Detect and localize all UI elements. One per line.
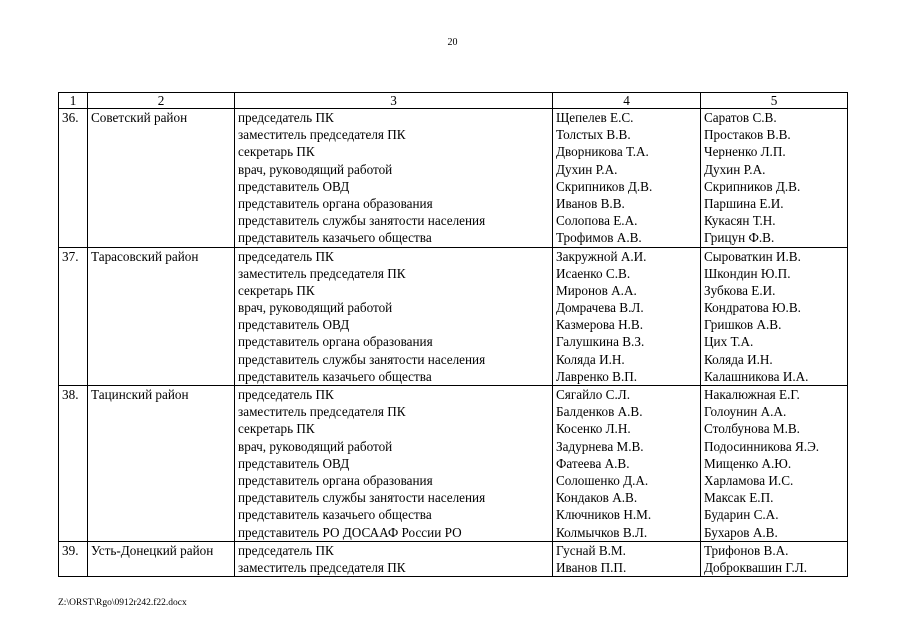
table-header-row [59,93,848,109]
file-path-footer: Z:\ORST\Rgo\0912r242.f22.docx [58,598,187,608]
column-header: 3 [235,93,553,109]
page-number: 20 [447,37,458,48]
position-line: заместитель председателя ПК [238,404,406,420]
reserve-name: Паршина Е.И. [704,195,784,211]
reserve-name: Столбунова М.В. [704,421,800,437]
reserve-name: Зубкова Е.И. [704,282,776,298]
reserve-name: Сыроваткин И.В. [704,248,801,264]
row-number: 37. [59,247,88,386]
position-line: представитель РО ДОСААФ России РО [238,524,462,540]
reserve-name: Доброквашин Г.Л. [704,559,808,575]
column-header: 5 [701,93,848,109]
member-cell [553,386,701,542]
member-name: Косенко Л.Н. [556,421,631,437]
reserve-cell [701,109,848,248]
position-line: председатель ПК [238,387,334,402]
position-line: представитель казачьего общества [238,230,432,246]
position-line: врач, руководящий работой [238,300,393,316]
reserve-name: Калашникова И.А. [704,368,809,384]
member-name: Иванов П.П. [556,559,627,575]
position-line: представитель ОВД [238,455,350,471]
position-line: представитель органа образования [238,195,433,211]
member-name: Толстых В.В. [556,127,631,143]
member-name: Фатеева А.В. [556,455,630,471]
position-line: председатель ПК [238,542,334,558]
member-name: Скрипников Д.В. [556,178,653,194]
position-line: председатель ПК [238,110,334,125]
member-name: Миронов А.А. [556,282,637,298]
reserve-name: Мищенко А.Ю. [704,455,792,471]
reserve-name: Трифонов В.А. [704,542,789,558]
position-line: секретарь ПК [238,144,315,160]
position-line: представитель казачьего общества [238,368,432,384]
member-name: Сягайло С.Л. [556,387,630,402]
reserve-name: Цих Т.А. [704,334,754,350]
commission-table [58,92,848,577]
position-line: представитель ОВД [238,178,350,194]
position-cell [235,247,553,386]
reserve-cell [701,541,848,576]
position-cell [235,541,553,576]
position-line: представитель службы занятости населения [238,351,486,367]
position-line: секретарь ПК [238,282,315,298]
member-cell [553,109,701,248]
member-name: Лавренко В.П. [556,368,638,384]
position-line: секретарь ПК [238,421,315,437]
reserve-cell [701,386,848,542]
column-header: 4 [553,93,701,109]
member-name: Балденков А.В. [556,404,643,420]
row-number: 39. [59,541,88,576]
reserve-name: Бухаров А.В. [704,524,778,540]
member-name: Задурнева М.В. [556,438,644,454]
member-name: Щепелев Е.С. [556,110,634,125]
reserve-name: Скрипников Д.В. [704,178,801,194]
position-cell [235,109,553,248]
member-name: Дворникова Т.А. [556,144,649,160]
reserve-name: Черненко Л.П. [704,144,786,160]
member-name: Закружной А.И. [556,248,647,264]
table-row [59,386,848,542]
position-line: представитель службы занятости населения [238,490,486,506]
position-line: заместитель председателя ПК [238,559,406,575]
member-name: Исаенко С.В. [556,265,631,281]
position-line: представитель службы занятости населения [238,213,486,229]
member-name: Духин Р.А. [556,161,618,177]
position-line: заместитель председателя ПК [238,265,406,281]
member-name: Галушкина В.З. [556,334,645,350]
member-name: Солопова Е.А. [556,213,638,229]
column-header: 1 [59,93,88,109]
reserve-name: Духин Р.А. [704,161,766,177]
member-name: Гуснай В.М. [556,542,626,558]
reserve-name: Грицун Ф.В. [704,230,775,246]
position-line: врач, руководящий работой [238,161,393,177]
member-name: Ключников Н.М. [556,507,652,523]
member-name: Колмычков В.Л. [556,524,648,540]
reserve-cell [701,247,848,386]
reserve-name: Кукасян Т.Н. [704,213,776,229]
district-name: Тарасовский район [88,247,235,386]
member-name: Казмерова Н.В. [556,317,643,333]
member-name: Коляда И.Н. [556,351,625,367]
position-line: представитель органа образования [238,472,433,488]
position-line: представитель казачьего общества [238,507,432,523]
reserve-name: Саратов С.В. [704,110,777,125]
row-number: 38. [59,386,88,542]
member-cell [553,247,701,386]
reserve-name: Бударин С.А. [704,507,779,523]
member-name: Иванов В.В. [556,195,625,211]
position-cell [235,386,553,542]
reserve-name: Максак Е.П. [704,490,774,506]
column-header: 2 [88,93,235,109]
member-name: Трофимов А.В. [556,230,642,246]
reserve-name: Кондратова Ю.В. [704,300,801,316]
reserve-name: Накалюжная Е.Г. [704,387,800,402]
position-line: председатель ПК [238,248,334,264]
table-row [59,109,848,248]
reserve-name: Голоунин А.А. [704,404,787,420]
position-line: представитель ОВД [238,317,350,333]
row-number: 36. [59,109,88,248]
member-cell [553,541,701,576]
member-name: Кондаков А.В. [556,490,638,506]
table-row [59,541,848,576]
district-name: Тацинский район [88,386,235,542]
district-name: Усть-Донецкий район [88,541,235,576]
reserve-name: Коляда И.Н. [704,351,773,367]
district-name: Советский район [88,109,235,248]
reserve-name: Гришков А.В. [704,317,782,333]
reserve-name: Простаков В.В. [704,127,791,143]
reserve-name: Подосинникова Я.Э. [704,438,820,454]
position-line: представитель органа образования [238,334,433,350]
reserve-name: Шкондин Ю.П. [704,265,791,281]
member-name: Домрачева В.Л. [556,300,644,316]
position-line: врач, руководящий работой [238,438,393,454]
member-name: Солошенко Д.А. [556,472,649,488]
reserve-name: Харламова И.С. [704,472,794,488]
position-line: заместитель председателя ПК [238,127,406,143]
table-row [59,247,848,386]
